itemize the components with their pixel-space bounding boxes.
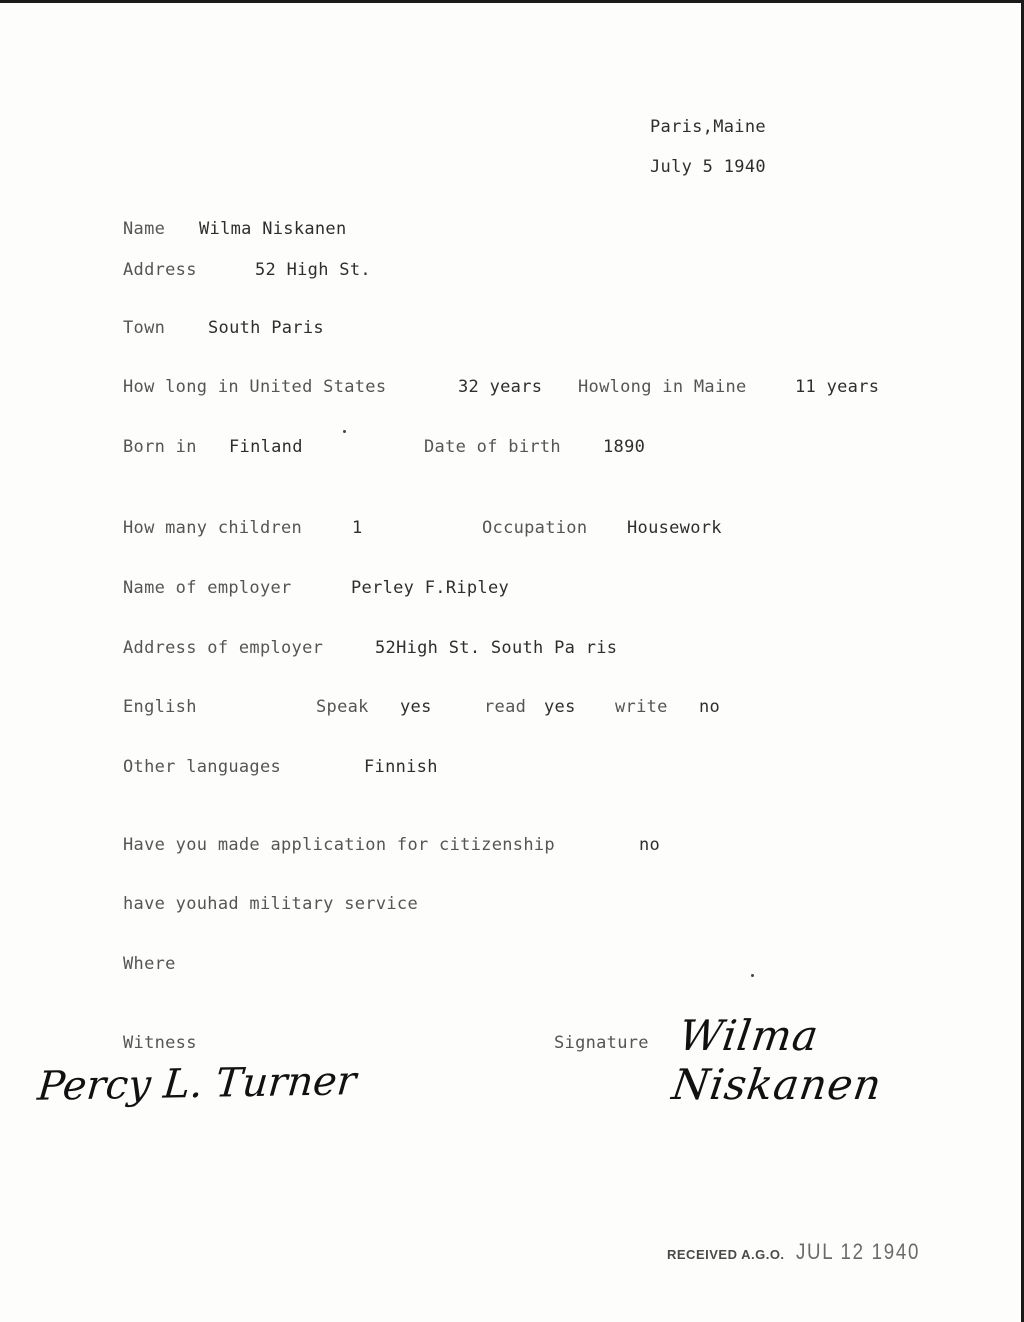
born-value: Finland [229,437,303,457]
us-value: 32 years [458,377,543,397]
children-label: How many children [123,518,303,538]
employer-label: Name of employer [123,578,292,598]
speak-label: Speak [316,697,369,717]
town-label: Town [123,318,166,338]
header-place: Paris,Maine [650,117,766,137]
other-lang-label: Other languages [123,757,282,777]
where-label: Where [123,954,176,974]
citizenship-label: Have you made application for citizenship [123,835,555,855]
maine-label: Howlong in Maine [578,377,747,397]
speak-value: yes [400,697,432,717]
born-label: Born in [123,437,197,457]
dob-value: 1890 [603,437,646,457]
occupation-label: Occupation [482,518,588,538]
english-label: English [123,697,197,717]
write-value: no [699,697,721,717]
maine-value: 11 years [795,377,880,397]
received-stamp-date: JUL 12 1940 [796,1239,921,1264]
citizenship-value: no [639,835,661,855]
address-label: Address [123,260,197,280]
read-label: read [484,697,527,717]
ink-speck [751,974,754,977]
write-label: write [615,697,668,717]
signature-label: Signature [554,1033,649,1053]
address-value: 52 High St. [255,260,371,280]
other-lang-value: Finnish [364,757,438,777]
name-value: Wilma Niskanen [199,219,347,239]
witness-label: Witness [123,1033,197,1053]
received-stamp-text: RECEIVED A.G.O. [667,1247,785,1262]
name-label: Name [123,219,166,239]
read-value: yes [544,697,576,717]
employer-address-label: Address of employer [123,638,324,658]
ink-speck [343,430,346,433]
employer-address-value: 52High St. South Pa ris [375,638,618,658]
town-value: South Paris [208,318,324,338]
us-label: How long in United States [123,377,387,397]
header-date: July 5 1940 [650,157,766,177]
witness-signature: Percy L. Turner [35,1058,359,1110]
military-label: have youhad military service [123,894,418,914]
employer-value: Perley F.Ripley [351,578,510,598]
occupation-value: Housework [627,518,722,538]
applicant-signature: Wilma Niskanen [669,1011,886,1109]
dob-label: Date of birth [424,437,561,457]
children-value: 1 [352,518,363,538]
